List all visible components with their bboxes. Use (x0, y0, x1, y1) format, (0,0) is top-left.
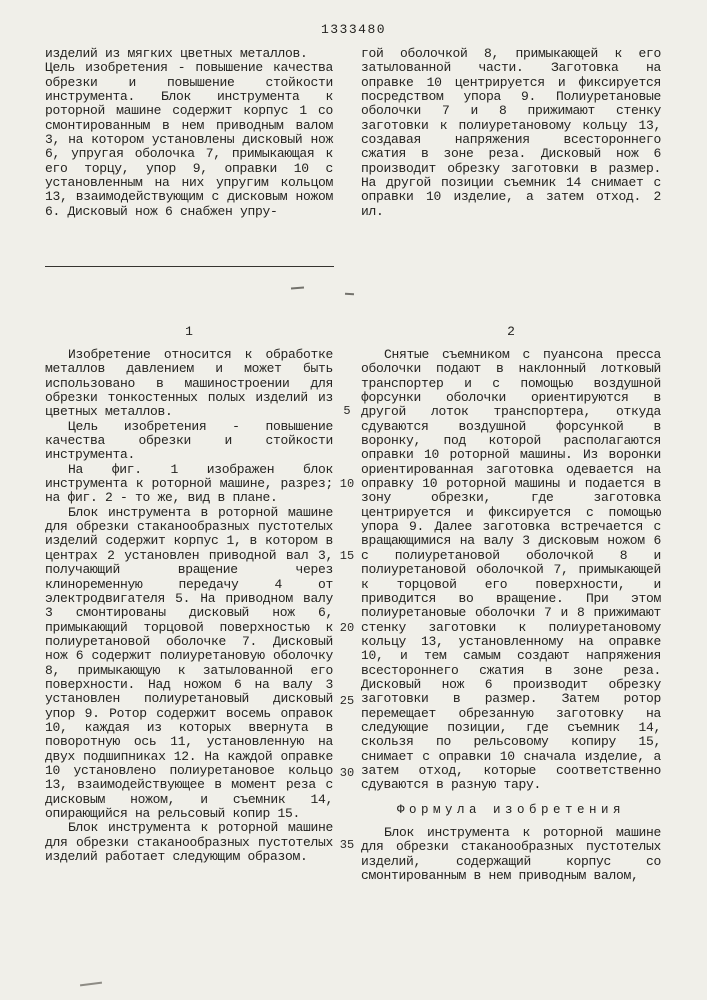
description-left-column (45, 348, 333, 883)
abstract-right-column (361, 47, 661, 219)
body-paragraph: Блок инструмента в роторной машине для обрезки стаканообразных пустотелых изделий содержит корпус 1, в котором в центрах 2 установлен приводной вал 3, получающий вращение через клиноременную передачу 4 от электродвигателя 5. На приводном валу 3 смонтированы дисковый нож 6, примыкающий торцовой поверхностью к полиуретановой оболочке 7. Дисковый нож 6 содержит полиуретановую оболочку 8, примыкающую к затылованной его поверхности. Над ножом 6 на валу 3 установлен полиуретановый дисковый упор 9. Ротор содержит восемь оправок 10, каждая из которых ввернута в поворотную ось 11, установленную на двух подшипниках 12. На каждой оправке 10 установлено полиуретановое кольцо 13, взаимодействующее в момент реза с дисковым ножом, и съемник 14, опирающийся на рельсовый копир 15. (45, 504, 333, 821)
claims-heading: Формула изобретения (396, 802, 626, 817)
margin-line-number: 20 (339, 621, 355, 635)
abstract-left-column (45, 47, 333, 219)
margin-line-number: 10 (339, 477, 355, 491)
body-paragraph: Цель изобретения - повышение качества обрезки и стойкости инструмента. (45, 418, 333, 463)
abstract-paragraph: изделий из мягких цветных металлов. (45, 46, 308, 61)
margin-line-number: 30 (339, 766, 355, 780)
body-paragraph: Блок инструмента к роторной машине для обрезки стаканообразных пустотелых изделий работает следующим образом. (45, 820, 333, 865)
description-right-column (361, 348, 661, 883)
patent-number: 1333480 (320, 22, 387, 37)
column-number-left: 1 (185, 324, 193, 339)
margin-line-number: 5 (343, 404, 351, 418)
column-number-right: 2 (507, 324, 515, 339)
abstract-paragraph: Цель изобретения - повышение качества обрезки и повышение стойкости инструмента. Блок инструмента к роторной машине содержит корпус 1 со смонтированным в нем приводным валом 3, на котором установлены дисковый нож 6, упругая оболочка 7, примыкающая к его торцу, упор 9, оправки 10 с установленным на них упругим кольцом 13, взаимодействующим с дисковым ножом 6. Дисковый нож 6 снабжен упру- (45, 60, 333, 219)
center-dash-mark (291, 287, 304, 290)
scan-artifact-mark (80, 982, 102, 987)
claims-paragraph: Блок инструмента к роторной машине для обрезки стаканообразных пустотелых изделий, содержащий корпус со смонтированным в нем приводным валом, (361, 825, 661, 884)
section-divider-line (45, 266, 334, 267)
margin-line-number: 35 (339, 838, 355, 852)
body-paragraph: На фиг. 1 изображен блок инструмента к роторной машине, разрез; на фиг. 2 - то же, вид в плане. (45, 461, 333, 506)
margin-line-number: 15 (339, 549, 355, 563)
abstract-paragraph: гой оболочкой 8, примыкающей к его затылованной части. Заготовка на оправке 10 центрируется и фиксируется посредством упора 9. Полиуретановые оболочки 7 и 8 прижимают стенку заготовки к полиуретановому кольцу 13, создавая напряжения всестороннего сжатия в зоне реза. Дисковый нож 6 производит обрезку заготовки в размер. На другой позиции съемник 14 снимает с оправки 10 изделие, а затем отход. 2 ил. (361, 46, 661, 219)
center-dash-mark (345, 293, 354, 295)
description-section (45, 348, 661, 883)
body-paragraph: Изобретение относится к обработке металлов давлением и может быть использовано в машиностроении для обрезки тонкостенных полых изделий из цветных металлов. (45, 347, 333, 420)
margin-line-number: 25 (339, 694, 355, 708)
abstract-section (45, 47, 661, 219)
body-paragraph: Снятые съемником с пуансона пресса оболочки подают в наклонный лотковый транспортер и с помощью воздушной форсунки оболочки ориентируются в другой лоток транспортера, откуда сдуваются воздушной форсункой в воронку, под которой располагаются оправки 10 роторной машины. Из воронки ориентированная заготовка одевается на оправку 10 роторной машины и подается в зону обрезки, где заготовка центрируется и фиксируется с помощью упора 9. Далее заготовка встречается с вращающимися на валу 3 дисковым ножом 6 с полиуретановой оболочкой 8 и полиуретановой оболочкой 7, примыкающей к торцовой его поверхности, и приводится во вращение. При этом полиуретановые оболочки 7 и 8 прижимают стенку заготовки к полиуретановому кольцу 13, установленному на оправке 10, и тем самым создают напряжения всестороннего сжатия в зоне реза. Дисковый нож 6 производит обрезку заготовки в размер. Затем ротор перемещает обрезанную заготовку на следующие позиции, где съемник 14, скользя по рельсовому копиру 15, снимает с оправки 10 сначала изделие, а затем отход, которые соответственно сдуваются в разную тару. (361, 347, 661, 793)
